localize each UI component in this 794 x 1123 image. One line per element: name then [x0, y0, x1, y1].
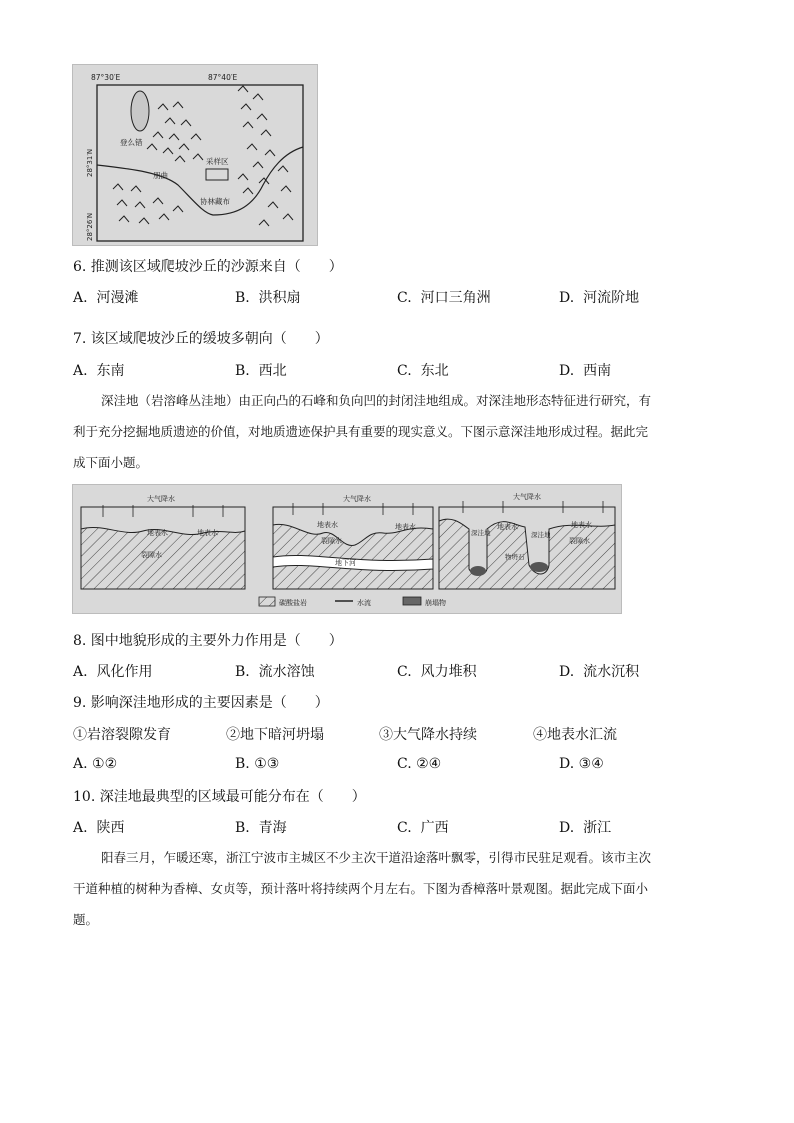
- surface-water-label-2b: 地表水: [395, 523, 416, 531]
- option-letter: C.: [397, 820, 412, 836]
- deep-depression-label-2: 深洼地: [531, 531, 551, 539]
- option-letter: A.: [73, 756, 88, 772]
- option-letter: A.: [73, 820, 88, 836]
- question-10-stem: 10. 深洼地最典型的区域最可能分布在（ ）: [73, 789, 366, 805]
- underground-river-label: 地下河: [335, 559, 356, 567]
- q9-option-c[interactable]: [397, 756, 441, 772]
- q8-option-d[interactable]: [559, 661, 639, 681]
- fissure-water-label-1: 裂隙水: [141, 551, 162, 559]
- q10-option-b[interactable]: [235, 817, 287, 837]
- option-text: ①③: [254, 756, 280, 772]
- option-text: 风化作用: [96, 664, 153, 680]
- option-text: 流水沉积: [583, 664, 640, 680]
- map-river-label: 朋曲: [153, 171, 168, 180]
- map-lake-label: 协林藏布: [200, 197, 230, 206]
- question-6-stem: 6. 推测该区域爬坡沙丘的沙源来自（ ）: [73, 259, 343, 275]
- surface-water-label-3b: 地表水: [571, 521, 592, 529]
- option-letter: C.: [397, 756, 412, 772]
- option-letter: B.: [235, 756, 250, 772]
- q6-option-d[interactable]: [559, 287, 639, 307]
- q9-option-b[interactable]: [235, 756, 279, 772]
- option-letter: C.: [397, 290, 412, 306]
- sand-dune-map: [72, 64, 318, 246]
- map-lon-left: 87°30′E: [91, 73, 121, 82]
- map-place-label: 登么错: [120, 138, 143, 147]
- q6-option-b[interactable]: [235, 287, 301, 307]
- option-letter: D.: [559, 363, 575, 379]
- passage-line-2: 利于充分挖掘地质遗迹的价值，对地质遗迹保护具有重要的现实意义。下图示意深洼地形成过程。据此完: [73, 424, 649, 439]
- passage-camphor: [73, 842, 715, 935]
- q8-option-c[interactable]: [397, 661, 477, 681]
- option-text: 洪积扇: [258, 290, 301, 306]
- option-letter: B.: [235, 290, 250, 306]
- q9-factor-4: ④地表水汇流: [533, 727, 617, 743]
- option-letter: D.: [559, 664, 575, 680]
- q7-option-b[interactable]: [235, 360, 287, 380]
- option-text: ②④: [416, 756, 442, 772]
- passage-text: 阳春三月，乍暖还寒，浙江宁波市主城区不少主次干道沿途落叶飘零，引得市民驻足观看。该市主次: [101, 850, 652, 865]
- q9-factor-2: ②地下暗河坍塌: [226, 727, 324, 743]
- fissure-water-label-3: 裂隙水: [569, 537, 590, 545]
- question-9-stem: 9. 影响深洼地形成的主要因素是（ ）: [73, 695, 329, 711]
- map-sample-label: 采样区: [206, 157, 229, 166]
- surface-water-label-2: 地表水: [317, 521, 338, 529]
- q9-factor-3: ③大气降水持续: [379, 727, 477, 743]
- passage-line-3: 题。: [73, 912, 99, 927]
- option-text: 河漫滩: [96, 290, 139, 306]
- q8-option-a[interactable]: [73, 661, 152, 681]
- q10-option-a[interactable]: [73, 817, 124, 837]
- legend-flow: 水流: [357, 599, 371, 607]
- option-letter: A.: [73, 664, 88, 680]
- question-7-stem: 7. 该区域爬坡沙丘的缓坡多朝向（ ）: [73, 331, 329, 347]
- karst-formation-figure: [72, 484, 622, 614]
- option-text: 浙江: [583, 820, 612, 836]
- surface-water-label-3: 地表水: [497, 523, 518, 531]
- q7-option-c[interactable]: [397, 360, 449, 380]
- option-text: 河流阶地: [583, 290, 640, 306]
- option-letter: C.: [397, 664, 412, 680]
- passage-line-1: [73, 842, 715, 873]
- option-text: 东北: [420, 363, 449, 379]
- option-text: 广西: [420, 820, 449, 836]
- option-letter: A.: [73, 363, 88, 379]
- passage-line-1: [73, 385, 715, 416]
- q10-option-c[interactable]: [397, 817, 449, 837]
- q10-option-d[interactable]: [559, 817, 611, 837]
- option-text: 流水溶蚀: [258, 664, 315, 680]
- karst-panel-1: [81, 494, 245, 589]
- question-8-stem: 8. 图中地貌形成的主要外力作用是（ ）: [73, 633, 343, 649]
- q7-option-a[interactable]: [73, 360, 124, 380]
- collapse-label: 物坍石: [505, 553, 525, 561]
- option-letter: B.: [235, 820, 250, 836]
- rain-label-1: 大气降水: [147, 495, 175, 503]
- q9-option-d[interactable]: [559, 756, 604, 772]
- q6-option-a[interactable]: [73, 287, 138, 307]
- option-text: ③④: [578, 756, 604, 772]
- map-svg: [73, 65, 317, 245]
- option-text: 西北: [258, 363, 287, 379]
- passage-text: 深洼地（岩溶峰丛洼地）由正向凸的石峰和负向凹的封闭洼地组成。对深洼地形态特征进行研究，有: [101, 393, 652, 408]
- karst-panel-2: [273, 494, 433, 589]
- passage-line-2: 干道种植的树种为香樟、女贞等，预计落叶将持续两个月左右。下图为香樟落叶景观图。据此完成下面小: [73, 881, 649, 896]
- legend-carbonate: 碳酸盐岩: [279, 599, 307, 607]
- karst-legend: [259, 597, 446, 607]
- passage-line-3: 成下面小题。: [73, 455, 149, 470]
- sample-area-box: [206, 169, 228, 180]
- option-text: 风力堆积: [420, 664, 477, 680]
- rain-label-2: 大气降水: [343, 495, 371, 503]
- map-lat-top: 28°31′N: [86, 148, 94, 177]
- q9-option-a[interactable]: [73, 756, 117, 772]
- legend-collapse: 崩塌物: [425, 599, 446, 607]
- option-letter: D.: [559, 756, 575, 772]
- surface-water-label-1b: 地表水: [197, 529, 218, 537]
- q7-option-d[interactable]: [559, 360, 611, 380]
- karst-panel-3: [439, 492, 615, 589]
- karst-svg: [73, 485, 621, 613]
- fissure-water-label-2: 裂隙水: [321, 537, 342, 545]
- option-letter: B.: [235, 363, 250, 379]
- option-letter: B.: [235, 664, 250, 680]
- option-text: 青海: [258, 820, 287, 836]
- q8-option-b[interactable]: [235, 661, 315, 681]
- option-letter: D.: [559, 820, 575, 836]
- option-text: 陕西: [96, 820, 125, 836]
- map-lon-right: 87°40′E: [208, 73, 238, 82]
- q9-factor-1: ①岩溶裂隙发育: [73, 727, 171, 743]
- option-text: ①②: [92, 756, 118, 772]
- option-letter: C.: [397, 363, 412, 379]
- surface-water-label-1: 地表水: [147, 529, 168, 537]
- option-text: 东南: [96, 363, 125, 379]
- lake-dengmecuo: [131, 91, 149, 131]
- passage-karst: [73, 385, 715, 478]
- rain-label-3: 大气降水: [513, 493, 541, 501]
- option-letter: D.: [559, 290, 575, 306]
- option-text: 河口三角洲: [420, 290, 491, 306]
- deep-depression-label-1: 深洼地: [471, 529, 491, 537]
- q6-option-c[interactable]: [397, 287, 491, 307]
- option-text: 西南: [583, 363, 612, 379]
- option-letter: A.: [73, 290, 88, 306]
- map-lat-bottom: 28°26′N: [86, 212, 94, 241]
